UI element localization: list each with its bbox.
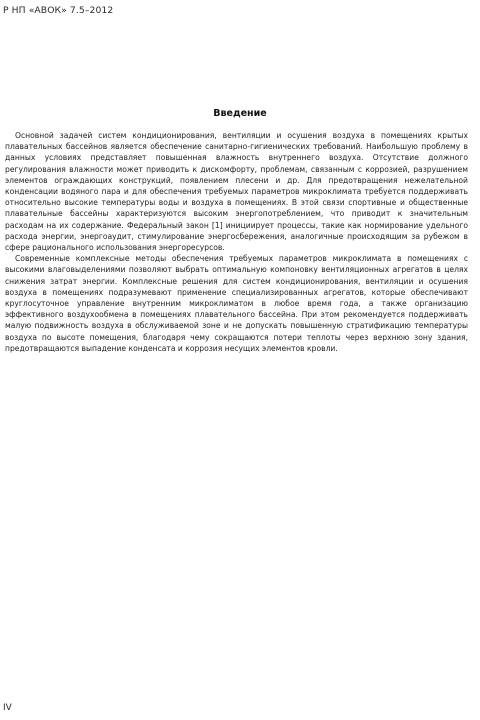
paragraph: Современные комплексные методы обеспечения требуемых параметров микроклимата в помещениях с высокими влаговыделениями позволяют выбрать оптимальную компоновку вентиляционных агрегатов в целях снижения затрат энергии. Комплексные решения для систем кондиционирования, вентиляции и осушения воздуха в помещениях подразумевают применение специализированных агрегатов, которые обеспечивают круглосуточное управление внутренним микроклиматом в любое время года, а также организацию эффективного воздухообмена в помещениях плавательного бассейна. При этом рекомендуется поддерживать малую подвижность воздуха в обслуживаемой зоне и не допускать повышенную стратификацию температуры воздуха по высоте помещения, благодаря чему сокращаются потери теплоты через верхнюю зону здания, предотвращаются выпадение конденсата и коррозия несущих элементов кровли. bbox=[5, 254, 468, 353]
paragraph: Основной задачей систем кондиционирования, вентиляции и осушения воздуха в помещениях крытых плавательных бассейнов является обеспечение санитарно-гигиенических требований. Наибольшую проблему в данных условиях представляет повышенная влажность внутреннего воздуха. Отсутствие должного регулирования влажности может приводить к дискомфорту, проблемам, связанным с коррозией, разрушением элементов ограждающих конструкций, появлением плесени и др. Для предотвращения нежелательной конденсации водяного пара и для обеспечения требуемых параметров микроклимата требуется поддерживать относительно высокие температуры воды и воздуха в помещениях. В этой связи спортивные и общественные плавательные бассейны характеризуются высоким энергопотреблением, что приводит к значительным расходам на их содержание. Федеральный закон [1] инициирует процессы, такие как нормирование удельного расхода энергии, энергоаудит, стимулирование энергосбережения, аналогичные происходящим за рубежом в сфере рационального использования энергоресурсов. bbox=[5, 131, 468, 253]
running-header: Р НП «АВОК» 7.5–2012 bbox=[3, 5, 114, 16]
body-text bbox=[5, 130, 468, 354]
page-number: IV bbox=[3, 703, 12, 713]
section-title: Введение bbox=[213, 108, 267, 119]
